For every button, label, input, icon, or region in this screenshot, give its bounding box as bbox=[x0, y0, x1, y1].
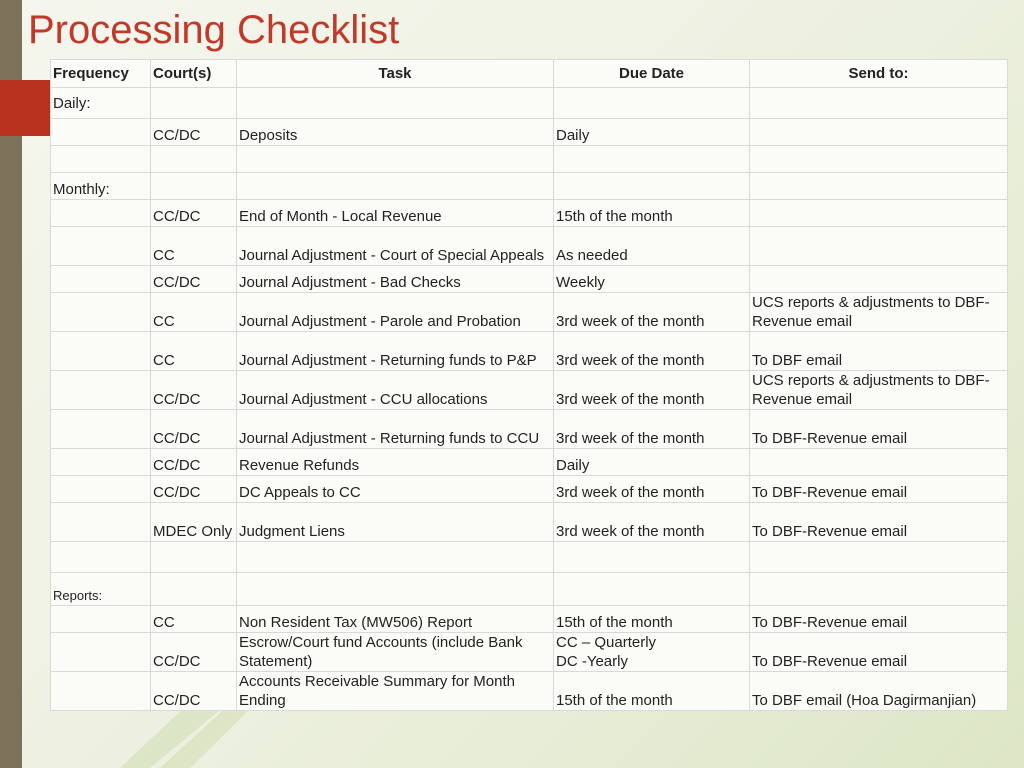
send-cell: To DBF email (Hoa Dagirmanjian) bbox=[750, 672, 1008, 711]
send-cell: To DBF-Revenue email bbox=[750, 606, 1008, 633]
due-cell: 15th of the month bbox=[554, 200, 750, 227]
table-row bbox=[51, 119, 1008, 146]
court-cell: CC/DC bbox=[151, 410, 237, 449]
accent-block bbox=[0, 80, 50, 136]
send-cell: To DBF-Revenue email bbox=[750, 633, 1008, 672]
header-courts: Court(s) bbox=[151, 60, 237, 88]
court-cell: CC/DC bbox=[151, 371, 237, 410]
header-frequency: Frequency bbox=[51, 60, 151, 88]
task-cell: Revenue Refunds bbox=[237, 449, 554, 476]
send-cell: UCS reports & adjustments to DBF- Revenue email bbox=[750, 293, 1008, 332]
send-cell bbox=[750, 266, 1008, 293]
table-row bbox=[51, 227, 1008, 266]
section-label-monthly: Monthly: bbox=[51, 173, 151, 200]
send-cell bbox=[750, 449, 1008, 476]
task-cell: Journal Adjustment - Returning funds to P&P bbox=[237, 332, 554, 371]
due-cell: 3rd week of the month bbox=[554, 410, 750, 449]
court-cell: CC/DC bbox=[151, 633, 237, 672]
table-row bbox=[51, 633, 1008, 672]
court-cell: CC bbox=[151, 293, 237, 332]
due-cell: 3rd week of the month bbox=[554, 371, 750, 410]
table-row bbox=[51, 672, 1008, 711]
section-row-daily bbox=[51, 88, 1008, 119]
table-row bbox=[51, 266, 1008, 293]
due-cell: 3rd week of the month bbox=[554, 503, 750, 542]
due-line-2: DC -Yearly bbox=[556, 653, 628, 670]
task-cell: End of Month - Local Revenue bbox=[237, 200, 554, 227]
send-cell: To DBF-Revenue email bbox=[750, 410, 1008, 449]
due-cell: 3rd week of the month bbox=[554, 293, 750, 332]
due-cell: Daily bbox=[554, 119, 750, 146]
court-cell: MDEC Only bbox=[151, 503, 237, 542]
task-cell: Escrow/Court fund Accounts (include Bank Statement) bbox=[237, 633, 554, 672]
page-title: Processing Checklist bbox=[28, 8, 400, 52]
send-cell bbox=[750, 200, 1008, 227]
send-cell: To DBF-Revenue email bbox=[750, 503, 1008, 542]
task-cell: Deposits bbox=[237, 119, 554, 146]
send-cell bbox=[750, 227, 1008, 266]
court-cell: CC/DC bbox=[151, 266, 237, 293]
due-cell: 3rd week of the month bbox=[554, 332, 750, 371]
checklist-table bbox=[50, 59, 1008, 711]
task-cell: Accounts Receivable Summary for Month Ending bbox=[237, 672, 554, 711]
task-cell: Journal Adjustment - CCU allocations bbox=[237, 371, 554, 410]
due-cell: 15th of the month bbox=[554, 672, 750, 711]
task-cell: DC Appeals to CC bbox=[237, 476, 554, 503]
section-row-reports bbox=[51, 573, 1008, 606]
due-cell: 15th of the month bbox=[554, 606, 750, 633]
header-send-to: Send to: bbox=[750, 60, 1008, 88]
table-row bbox=[51, 449, 1008, 476]
due-cell bbox=[554, 633, 750, 672]
court-cell: CC/DC bbox=[151, 200, 237, 227]
due-line-1: CC – Quarterly bbox=[556, 634, 657, 651]
court-cell: CC bbox=[151, 227, 237, 266]
header-row bbox=[51, 60, 1008, 88]
task-cell: Journal Adjustment - Returning funds to CCU bbox=[237, 410, 554, 449]
due-cell: As needed bbox=[554, 227, 750, 266]
section-label-reports: Reports: bbox=[51, 573, 151, 606]
due-cell: Weekly bbox=[554, 266, 750, 293]
court-cell: CC bbox=[151, 332, 237, 371]
header-due-date: Due Date bbox=[554, 60, 750, 88]
task-cell: Journal Adjustment - Court of Special Appeals bbox=[237, 227, 554, 266]
table-row bbox=[51, 503, 1008, 542]
task-cell: Journal Adjustment - Bad Checks bbox=[237, 266, 554, 293]
table-row bbox=[51, 476, 1008, 503]
due-cell: 3rd week of the month bbox=[554, 476, 750, 503]
court-cell: CC/DC bbox=[151, 672, 237, 711]
section-label-daily: Daily: bbox=[51, 88, 151, 119]
task-cell: Non Resident Tax (MW506) Report bbox=[237, 606, 554, 633]
table-row bbox=[51, 606, 1008, 633]
send-cell bbox=[750, 119, 1008, 146]
table-row bbox=[51, 293, 1008, 332]
court-cell: CC bbox=[151, 606, 237, 633]
court-cell: CC/DC bbox=[151, 476, 237, 503]
header-task: Task bbox=[237, 60, 554, 88]
table-row bbox=[51, 332, 1008, 371]
send-cell: To DBF email bbox=[750, 332, 1008, 371]
court-cell: CC/DC bbox=[151, 119, 237, 146]
section-row-monthly bbox=[51, 173, 1008, 200]
court-cell: CC/DC bbox=[151, 449, 237, 476]
table-row bbox=[51, 371, 1008, 410]
spacer-row bbox=[51, 146, 1008, 173]
table-row bbox=[51, 410, 1008, 449]
due-cell: Daily bbox=[554, 449, 750, 476]
table-row bbox=[51, 200, 1008, 227]
task-cell: Journal Adjustment - Parole and Probation bbox=[237, 293, 554, 332]
send-cell: To DBF-Revenue email bbox=[750, 476, 1008, 503]
send-cell: UCS reports & adjustments to DBF- Revenue email bbox=[750, 371, 1008, 410]
spacer-row bbox=[51, 542, 1008, 573]
task-cell: Judgment Liens bbox=[237, 503, 554, 542]
